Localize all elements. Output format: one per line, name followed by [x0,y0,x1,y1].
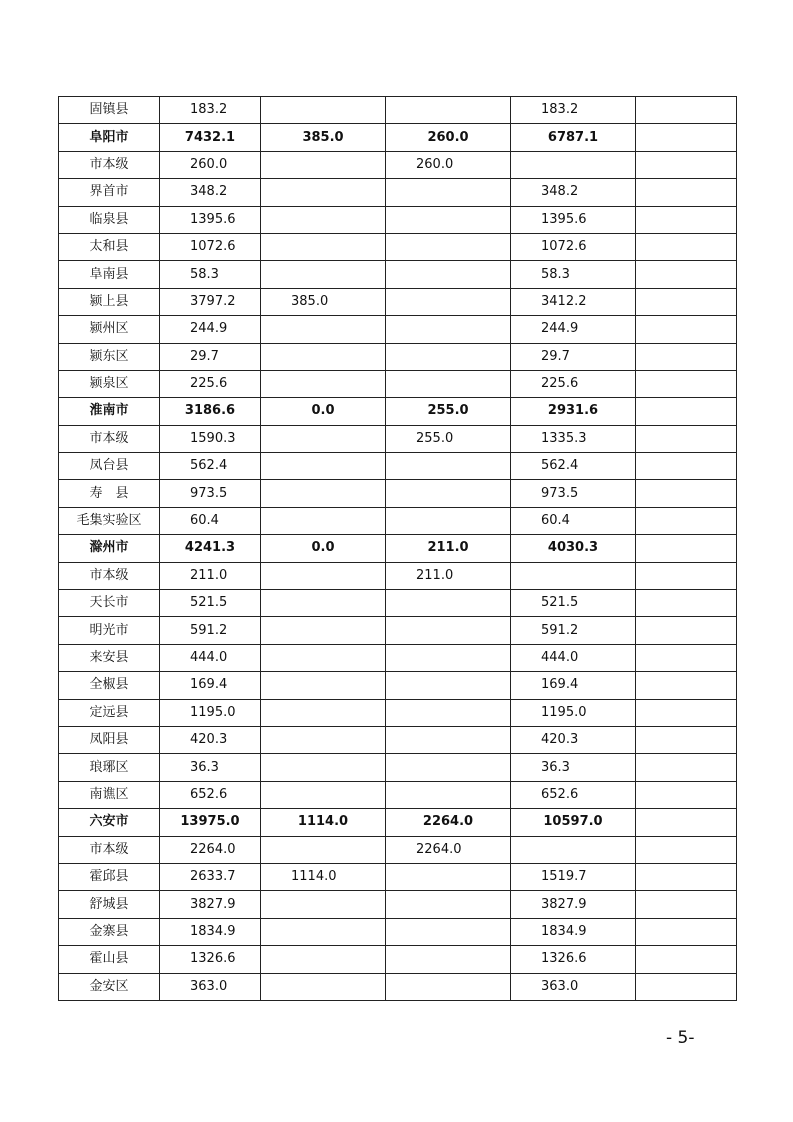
region-name-cell: 凤台县 [59,453,160,480]
amount-cell-c3: 255.0 [386,398,511,425]
amount-cell-c5 [636,480,737,507]
amount-cell-c4: 244.9 [511,316,636,343]
amount-cell-c3 [386,97,511,124]
region-name-cell: 霍山县 [59,946,160,973]
amount-cell-c1: 244.9 [160,316,261,343]
amount-cell-c5 [636,233,737,260]
amount-cell-c1: 13975.0 [160,809,261,836]
amount-cell-c2: 1114.0 [261,863,386,890]
amount-cell-c5 [636,179,737,206]
amount-cell-c3 [386,206,511,233]
amount-cell-c4: 58.3 [511,261,636,288]
amount-cell-c2 [261,590,386,617]
amount-cell-c5 [636,261,737,288]
amount-cell-c5 [636,151,737,178]
amount-cell-c4: 1335.3 [511,425,636,452]
table-row [59,261,737,288]
amount-cell-c5 [636,370,737,397]
amount-cell-c1: 420.3 [160,726,261,753]
table-row [59,288,737,315]
amount-cell-c5 [636,863,737,890]
amount-cell-c1: 1590.3 [160,425,261,452]
amount-cell-c4: 3412.2 [511,288,636,315]
amount-cell-c5 [636,453,737,480]
amount-cell-c2: 385.0 [261,288,386,315]
amount-cell-c2 [261,233,386,260]
amount-cell-c4: 363.0 [511,973,636,1000]
region-name-cell: 阜阳市 [59,124,160,151]
amount-cell-c5 [636,507,737,534]
region-name-cell: 凤阳县 [59,726,160,753]
amount-cell-c4: 1519.7 [511,863,636,890]
amount-cell-c3 [386,699,511,726]
amount-cell-c3: 2264.0 [386,809,511,836]
amount-cell-c3: 2264.0 [386,836,511,863]
table-row [59,370,737,397]
amount-cell-c4: 348.2 [511,179,636,206]
amount-cell-c3 [386,507,511,534]
amount-cell-c2: 1114.0 [261,809,386,836]
amount-cell-c5 [636,343,737,370]
amount-cell-c2 [261,781,386,808]
amount-cell-c3 [386,863,511,890]
amount-cell-c3 [386,179,511,206]
amount-cell-c3 [386,480,511,507]
region-name-cell: 颍东区 [59,343,160,370]
region-name-cell: 颍州区 [59,316,160,343]
amount-cell-c2 [261,891,386,918]
amount-cell-c1: 260.0 [160,151,261,178]
table-row [59,891,737,918]
amount-cell-c3 [386,946,511,973]
table-row [59,946,737,973]
amount-cell-c1: 652.6 [160,781,261,808]
amount-cell-c3 [386,918,511,945]
amount-cell-c2 [261,644,386,671]
amount-cell-c4: 3827.9 [511,891,636,918]
amount-cell-c1: 4241.3 [160,535,261,562]
amount-cell-c1: 225.6 [160,370,261,397]
amount-cell-c1: 521.5 [160,590,261,617]
amount-cell-c2 [261,453,386,480]
amount-cell-c2 [261,425,386,452]
amount-cell-c3 [386,672,511,699]
region-name-cell: 毛集实验区 [59,507,160,534]
amount-cell-c1: 348.2 [160,179,261,206]
amount-cell-c1: 7432.1 [160,124,261,151]
amount-cell-c5 [636,425,737,452]
page-number: - 5- [666,1028,695,1048]
amount-cell-c4: 10597.0 [511,809,636,836]
amount-cell-c1: 183.2 [160,97,261,124]
table-row [59,644,737,671]
table-row [59,233,737,260]
region-name-cell: 市本级 [59,425,160,452]
amount-cell-c1: 1326.6 [160,946,261,973]
amount-cell-c3 [386,781,511,808]
region-name-cell: 南谯区 [59,781,160,808]
region-name-cell: 全椒县 [59,672,160,699]
amount-cell-c2 [261,918,386,945]
amount-cell-c4: 1395.6 [511,206,636,233]
region-name-cell: 金寨县 [59,918,160,945]
table-row [59,453,737,480]
amount-cell-c3 [386,973,511,1000]
amount-cell-c1: 211.0 [160,562,261,589]
amount-cell-c5 [636,946,737,973]
amount-cell-c5 [636,809,737,836]
amount-cell-c1: 1072.6 [160,233,261,260]
amount-cell-c5 [636,206,737,233]
table-row [59,343,737,370]
amount-cell-c5 [636,754,737,781]
amount-cell-c1: 169.4 [160,672,261,699]
region-name-cell: 琅琊区 [59,754,160,781]
amount-cell-c5 [636,590,737,617]
amount-cell-c4: 652.6 [511,781,636,808]
amount-cell-c3: 211.0 [386,535,511,562]
amount-cell-c1: 60.4 [160,507,261,534]
amount-cell-c3 [386,288,511,315]
amount-cell-c5 [636,781,737,808]
amount-cell-c3 [386,453,511,480]
amount-cell-c4: 591.2 [511,617,636,644]
table-row [59,507,737,534]
amount-cell-c1: 973.5 [160,480,261,507]
table-row [59,836,737,863]
amount-cell-c2 [261,316,386,343]
region-name-cell: 淮南市 [59,398,160,425]
amount-cell-c2: 0.0 [261,535,386,562]
amount-cell-c4: 36.3 [511,754,636,781]
amount-cell-c1: 3827.9 [160,891,261,918]
table-row-city-total [59,535,737,562]
amount-cell-c2 [261,206,386,233]
table-row [59,590,737,617]
table-row [59,672,737,699]
amount-cell-c3 [386,891,511,918]
region-name-cell: 霍邱县 [59,863,160,890]
region-name-cell: 来安县 [59,644,160,671]
amount-cell-c4: 1195.0 [511,699,636,726]
amount-cell-c2 [261,973,386,1000]
amount-cell-c2 [261,672,386,699]
region-name-cell: 定远县 [59,699,160,726]
amount-cell-c2 [261,97,386,124]
amount-cell-c2 [261,480,386,507]
amount-cell-c4: 6787.1 [511,124,636,151]
amount-cell-c1: 1834.9 [160,918,261,945]
amount-cell-c1: 1195.0 [160,699,261,726]
amount-cell-c3: 255.0 [386,425,511,452]
amount-cell-c2: 385.0 [261,124,386,151]
amount-cell-c1: 591.2 [160,617,261,644]
amount-cell-c5 [636,726,737,753]
amount-cell-c2 [261,617,386,644]
amount-cell-c5 [636,535,737,562]
amount-cell-c1: 562.4 [160,453,261,480]
amount-cell-c4: 60.4 [511,507,636,534]
amount-cell-c2 [261,836,386,863]
table-row [59,206,737,233]
amount-cell-c4: 521.5 [511,590,636,617]
amount-cell-c3 [386,644,511,671]
amount-cell-c4: 1072.6 [511,233,636,260]
table-row [59,699,737,726]
amount-cell-c4: 183.2 [511,97,636,124]
region-name-cell: 天长市 [59,590,160,617]
table-row [59,918,737,945]
amount-cell-c5 [636,918,737,945]
amount-cell-c5 [636,672,737,699]
amount-cell-c4: 420.3 [511,726,636,753]
amount-cell-c5 [636,836,737,863]
amount-cell-c4: 169.4 [511,672,636,699]
amount-cell-c1: 2264.0 [160,836,261,863]
region-name-cell: 舒城县 [59,891,160,918]
table-row [59,781,737,808]
amount-cell-c3 [386,590,511,617]
region-name-cell: 颍上县 [59,288,160,315]
amount-cell-c4: 225.6 [511,370,636,397]
table-row-city-total [59,124,737,151]
amount-cell-c4 [511,562,636,589]
amount-cell-c5 [636,891,737,918]
amount-cell-c3 [386,726,511,753]
region-name-cell: 明光市 [59,617,160,644]
region-name-cell: 阜南县 [59,261,160,288]
amount-cell-c2 [261,261,386,288]
amount-cell-c1: 2633.7 [160,863,261,890]
amount-cell-c3 [386,370,511,397]
amount-cell-c2 [261,726,386,753]
amount-cell-c4 [511,836,636,863]
table-row-city-total [59,809,737,836]
amount-cell-c4: 4030.3 [511,535,636,562]
amount-cell-c3: 260.0 [386,151,511,178]
amount-cell-c2 [261,562,386,589]
amount-cell-c3: 211.0 [386,562,511,589]
amount-cell-c2 [261,179,386,206]
region-name-cell: 太和县 [59,233,160,260]
amount-cell-c3 [386,617,511,644]
amount-cell-c3 [386,316,511,343]
amount-cell-c2 [261,507,386,534]
region-name-cell: 金安区 [59,973,160,1000]
table-row [59,480,737,507]
amount-cell-c2 [261,151,386,178]
amount-cell-c5 [636,124,737,151]
amount-cell-c5 [636,617,737,644]
table-row [59,754,737,781]
amount-cell-c1: 363.0 [160,973,261,1000]
region-name-cell: 滁州市 [59,535,160,562]
amount-cell-c1: 36.3 [160,754,261,781]
amount-cell-c1: 3797.2 [160,288,261,315]
region-name-cell: 市本级 [59,562,160,589]
region-name-cell: 固镇县 [59,97,160,124]
amount-cell-c3 [386,754,511,781]
amount-cell-c3 [386,343,511,370]
amount-cell-c1: 1395.6 [160,206,261,233]
table-row [59,97,737,124]
table-row [59,425,737,452]
region-name-cell: 临泉县 [59,206,160,233]
amount-cell-c1: 29.7 [160,343,261,370]
amount-cell-c5 [636,562,737,589]
amount-cell-c3: 260.0 [386,124,511,151]
amount-cell-c2: 0.0 [261,398,386,425]
amount-cell-c2 [261,370,386,397]
region-name-cell: 六安市 [59,809,160,836]
amount-cell-c2 [261,754,386,781]
amount-cell-c4: 1326.6 [511,946,636,973]
table-row [59,562,737,589]
amount-cell-c4: 973.5 [511,480,636,507]
amount-cell-c4: 444.0 [511,644,636,671]
amount-cell-c5 [636,316,737,343]
table-row [59,179,737,206]
amount-cell-c4: 2931.6 [511,398,636,425]
table-row [59,151,737,178]
amount-cell-c4: 562.4 [511,453,636,480]
amount-cell-c5 [636,644,737,671]
amount-cell-c4: 1834.9 [511,918,636,945]
allocation-table [58,96,737,1001]
amount-cell-c2 [261,946,386,973]
amount-cell-c2 [261,699,386,726]
amount-cell-c5 [636,973,737,1000]
amount-cell-c4 [511,151,636,178]
table-row [59,316,737,343]
table-row [59,973,737,1000]
table-row [59,863,737,890]
amount-cell-c5 [636,97,737,124]
amount-cell-c1: 3186.6 [160,398,261,425]
region-name-cell: 颍泉区 [59,370,160,397]
amount-cell-c5 [636,699,737,726]
region-name-cell: 市本级 [59,836,160,863]
amount-cell-c2 [261,343,386,370]
amount-cell-c1: 444.0 [160,644,261,671]
table-row [59,726,737,753]
table-row-city-total [59,398,737,425]
amount-cell-c3 [386,233,511,260]
region-name-cell: 寿 县 [59,480,160,507]
amount-cell-c5 [636,398,737,425]
amount-cell-c3 [386,261,511,288]
amount-cell-c5 [636,288,737,315]
table-row [59,617,737,644]
region-name-cell: 市本级 [59,151,160,178]
amount-cell-c4: 29.7 [511,343,636,370]
region-name-cell: 界首市 [59,179,160,206]
allocation-table-body [59,97,737,1001]
amount-cell-c1: 58.3 [160,261,261,288]
